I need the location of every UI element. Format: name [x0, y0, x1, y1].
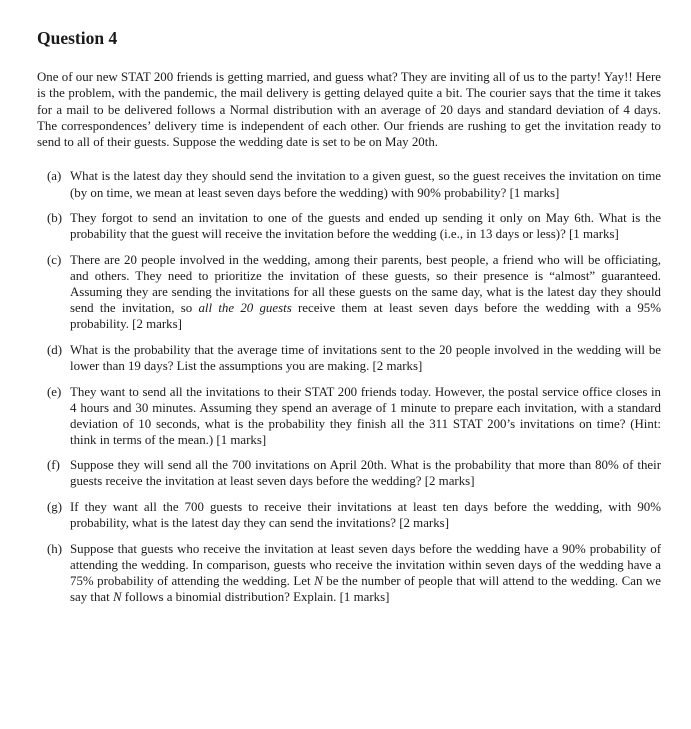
- part-label: (b): [47, 211, 63, 226]
- part-label: (d): [47, 342, 63, 357]
- part-b: [47, 210, 661, 242]
- part-label: (f): [47, 458, 60, 473]
- part-f: [47, 457, 661, 489]
- part-label: (c): [47, 252, 62, 267]
- question-intro: One of our new STAT 200 friends is getting married, and guess what? They are inviting all of us to the party! Yay!! Here is the problem, with the pandemic, the mail delivery is getting delayed quite a bit. The courier says that the time it takes for a mail to be delivered follows a Normal distribution with an average of 20 days and standard deviation of 4 days. The correspondences’ delivery time is independent of each other. Our friends are rushing to get the invitation ready to send to all of their guests. Suppose the wedding date is set to be on May 20th.: [37, 70, 661, 150]
- part-text: They forgot to send an invitation to one of the guests and ended up sending it only on May 6th. What is the probability that the guest will receive the invitation before the wedding (i.e., in 13 days or less)? [1 marks]: [70, 211, 661, 242]
- question-page: [37, 26, 661, 615]
- math-variable-n: N: [314, 573, 323, 588]
- part-text-before: There are 20 people involved in the wedding, among their parents, best people, a friend who will be officiating, and others. They need to prioritize the invitation of these guests, so their presence is “almost” guaranteed. Assuming they are sending the invitations for all these guests on the same day, what is the latest day they should send the invitation, so: [70, 252, 661, 316]
- math-variable-n: N: [112, 590, 122, 605]
- part-text-after: receive them at least seven days before the wedding with a 95% probability. [2 marks]: [70, 301, 661, 332]
- part-text-after: follows a binomial distribution? Explain. [1 marks]: [121, 590, 390, 605]
- part-text: What is the probability that the average time of invitations sent to the 20 people involved in the wedding will be lower than 19 days? List the assumptions you are making. [2 marks]: [70, 342, 661, 373]
- part-label: (a): [47, 169, 62, 184]
- question-title: Question 4: [37, 28, 118, 48]
- part-text-before: Suppose that guests who receive the invitation at least seven days before the wedding have a 90% probability of attending the wedding. In comparison, guests who receive the invitation within seven days of the wedding have a 75% probability of attending the wedding. Let: [70, 541, 661, 588]
- part-d: [47, 342, 661, 374]
- part-c: [47, 252, 661, 332]
- part-label: (h): [47, 541, 63, 556]
- part-text: Suppose they will send all the 700 invitations on April 20th. What is the probability that more than 80% of their guests receive the invitation at least seven days before the wedding? [2 marks]: [70, 458, 661, 489]
- part-e: [47, 384, 661, 448]
- part-text: What is the latest day they should send the invitation to a given guest, so the guest receives the invitation on time (by on time, we mean at least seven days before the wedding) with 90% probability? [1 marks]: [70, 169, 661, 200]
- part-label: (g): [47, 500, 63, 515]
- part-g: [47, 499, 661, 531]
- part-text-mid: be the number of people that will attend to the wedding. Can we say that: [70, 573, 661, 605]
- part-text: If they want all the 700 guests to receive their invitations at least ten days before the wedding, with 90% probability, what is the latest day they can send the invitations? [2 marks]: [70, 500, 661, 531]
- question-parts-list: [37, 168, 661, 605]
- part-text-emphasis: all the 20 guests: [198, 301, 292, 316]
- part-label: (e): [47, 384, 62, 399]
- part-text: [70, 253, 661, 331]
- part-text: They want to send all the invitations to their STAT 200 friends today. However, the postal service office closes in 4 hours and 30 minutes. Assuming they spend an average of 1 minute to prepare each invitation, with a standard deviation of 10 seconds, what is the probability they finish all the 311 STAT 200’s invitations on time? (Hint: think in terms of the mean.) [1 marks]: [70, 384, 661, 447]
- part-a: [47, 168, 661, 200]
- part-h: [47, 541, 661, 605]
- part-text: [70, 542, 661, 604]
